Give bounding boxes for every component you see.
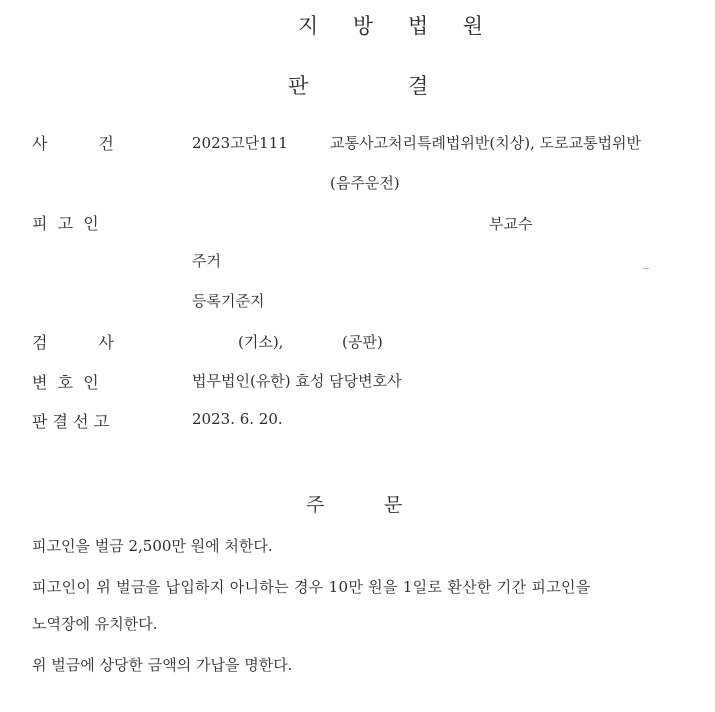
judgment-title-char-1: 판	[288, 74, 309, 98]
prosecutor-indictment: (기소),	[238, 333, 284, 351]
case-number: 2023고단111	[192, 134, 288, 152]
order-line-3: 노역장에 유치한다.	[32, 615, 158, 633]
address-label: 주거	[192, 252, 221, 270]
sentencing-label: 판 결 선 고	[32, 412, 110, 431]
defendant-label: 피 고 인	[32, 214, 99, 233]
court-name: 지 방 법 원	[297, 14, 498, 38]
registry-label: 등록기준지	[192, 292, 265, 310]
defendant-occupation: 부교수	[489, 215, 533, 233]
charge-line-1: 교통사고처리특례법위반(치상), 도로교통법위반	[330, 134, 642, 152]
prosecutor-label: 검 사	[32, 333, 114, 352]
case-label: 사 건	[32, 134, 114, 153]
scan-speck	[643, 268, 649, 269]
order-line-1: 피고인을 벌금 2,500만 원에 처한다.	[32, 537, 273, 555]
counsel-label: 변 호 인	[32, 373, 99, 392]
counsel-value: 법무법인(유한) 효성 담당변호사	[192, 372, 402, 390]
prosecutor-trial: (공판)	[342, 333, 383, 351]
order-heading-char-1: 주	[306, 494, 325, 516]
order-heading-char-2: 문	[384, 494, 403, 516]
order-line-4: 위 벌금에 상당한 금액의 가납을 명한다.	[32, 656, 293, 674]
sentencing-date: 2023. 6. 20.	[192, 410, 283, 428]
order-line-2: 피고인이 위 벌금을 납입하지 아니하는 경우 10만 원을 1일로 환산한 기간 피고인을	[32, 578, 591, 596]
charge-line-2: (음주운전)	[330, 174, 400, 192]
judgment-title-char-2: 결	[408, 74, 429, 98]
